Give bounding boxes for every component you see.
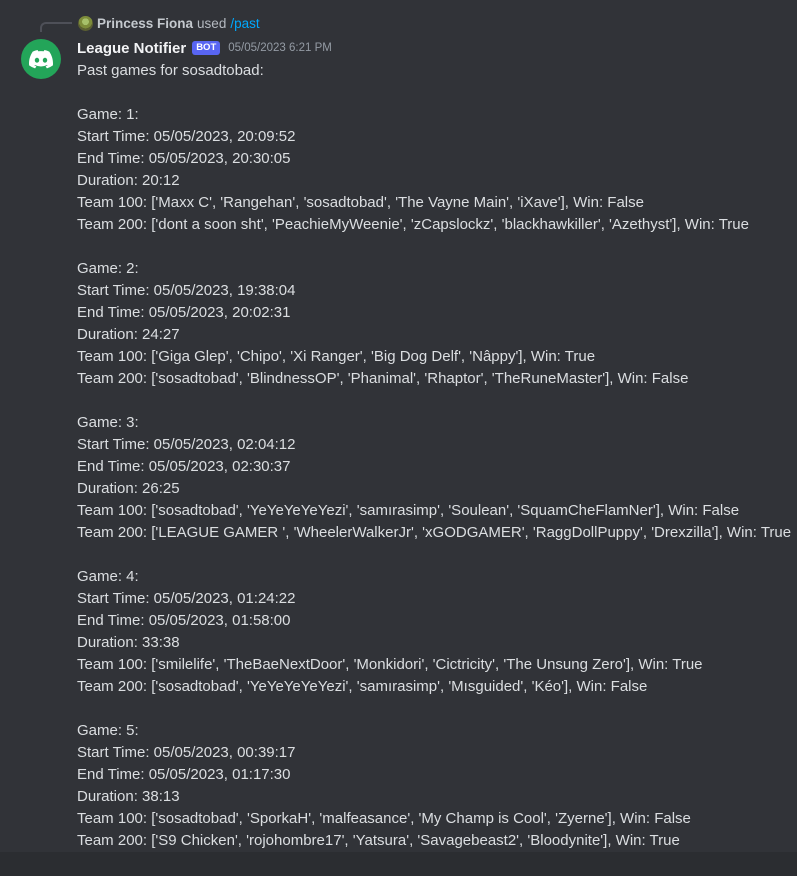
team-100: Team 100: ['sosadtobad', 'YeYeYeYeYezi', 'samırasimp', 'Soulean', 'SquamCheFlamNer'], Win: False [77,502,740,519]
message-content [77,60,792,852]
team-100: Team 100: ['Giga Glep', 'Chipo', 'Xi Ranger', 'Big Dog Delf', 'Nâppy'], Win: True [77,348,596,365]
team-200: Team 200: ['dont a soon sht', 'PeachieMyWeenie', 'zCapslockz', 'blackhawkiller', 'Azethyst'], Win: True [77,216,749,233]
game-number: Game: 1: [77,106,139,123]
end-time: End Time: 05/05/2023, 20:02:31 [77,304,291,321]
replied-user-avatar[interactable] [78,16,93,31]
game-number: Game: 3: [77,414,139,431]
intro-line: Past games for sosadtobad: [77,62,264,79]
duration: Duration: 33:38 [77,634,180,651]
bot-username[interactable]: League Notifier [77,39,187,57]
team-200: Team 200: ['LEAGUE GAMER ', 'WheelerWalkerJr', 'xGODGAMER', 'RaggDollPuppy', 'Drexzilla'], Win: True [77,524,792,541]
start-time: Start Time: 05/05/2023, 20:09:52 [77,128,296,145]
end-time: End Time: 05/05/2023, 20:30:05 [77,150,291,167]
start-time: Start Time: 05/05/2023, 19:38:04 [77,282,296,299]
duration: Duration: 24:27 [77,326,180,343]
duration: Duration: 38:13 [77,788,180,805]
team-200: Team 200: ['sosadtobad', 'BlindnessOP', 'Phanimal', 'Rhaptor', 'TheRuneMaster'], Win: False [77,370,689,387]
reply-verb: used [197,15,227,31]
reply-spine [40,22,72,32]
end-time: End Time: 05/05/2023, 02:30:37 [77,458,291,475]
command-reply-bar[interactable] [78,14,260,32]
game-block-3 [77,412,792,544]
duration: Duration: 20:12 [77,172,180,189]
bottom-edge-bar [0,852,797,876]
game-block-4 [77,566,792,698]
message-header [77,38,332,58]
team-200: Team 200: ['sosadtobad', 'YeYeYeYeYezi', 'samırasimp', 'Mısguided', 'Kéo'], Win: False [77,678,648,695]
end-time: End Time: 05/05/2023, 01:58:00 [77,612,291,629]
replied-username[interactable]: Princess Fiona [97,15,194,31]
bot-avatar[interactable] [21,39,61,79]
game-number: Game: 5: [77,722,139,739]
bot-badge: BOT [192,41,220,55]
team-100: Team 100: ['sosadtobad', 'SporkaH', 'malfeasance', 'My Champ is Cool', 'Zyerne'], Win: False [77,810,691,827]
game-block-1 [77,104,792,236]
discord-logo-icon [29,50,53,69]
message-timestamp[interactable]: 05/05/2023 6:21 PM [228,42,332,54]
slash-command-link[interactable]: /past [230,15,260,31]
game-block-2 [77,258,792,390]
game-number: Game: 2: [77,260,139,277]
team-100: Team 100: ['smilelife', 'TheBaeNextDoor', 'Monkidori', 'Cictricity', 'The Unsung Zero'], Win: True [77,656,703,673]
team-200: Team 200: ['S9 Chicken', 'rojohombre17', 'Yatsura', 'Savagebeast2', 'Bloodynite'], Win: True [77,832,680,849]
team-100: Team 100: ['Maxx C', 'Rangehan', 'sosadtobad', 'The Vayne Main', 'iXave'], Win: False [77,194,644,211]
duration: Duration: 26:25 [77,480,180,497]
start-time: Start Time: 05/05/2023, 02:04:12 [77,436,296,453]
game-block-5 [77,720,792,852]
start-time: Start Time: 05/05/2023, 00:39:17 [77,744,296,761]
start-time: Start Time: 05/05/2023, 01:24:22 [77,590,296,607]
game-number: Game: 4: [77,568,139,585]
end-time: End Time: 05/05/2023, 01:17:30 [77,766,291,783]
